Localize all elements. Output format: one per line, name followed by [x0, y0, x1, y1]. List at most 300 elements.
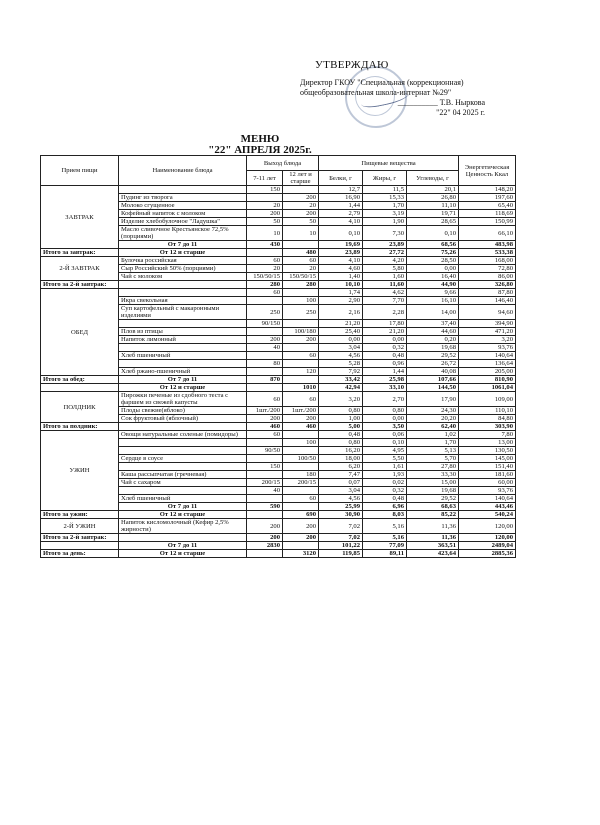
- energy-value: 540,24: [459, 511, 516, 519]
- fat-value: 4,20: [363, 257, 407, 265]
- output-12: 180: [283, 471, 319, 479]
- protein-value: 21,20: [319, 320, 363, 328]
- dish-name: Овощи натуральные соленые (помидоры): [119, 431, 247, 439]
- output-7-11: 200: [247, 519, 283, 534]
- menu-row: [41, 519, 516, 534]
- output-7-11: 1шт./200: [247, 407, 283, 415]
- output-12: 60: [283, 495, 319, 503]
- energy-value: 130,50: [459, 447, 516, 455]
- dish-name: [119, 447, 247, 455]
- energy-value: 326,80: [459, 281, 516, 289]
- protein-value: 25,40: [319, 328, 363, 336]
- dish-name: Булочка российская: [119, 257, 247, 265]
- output-12: 1010: [283, 384, 319, 392]
- energy-value: 471,20: [459, 328, 516, 336]
- energy-value: 109,00: [459, 392, 516, 407]
- output-7-11: 200: [247, 210, 283, 218]
- carbs-value: 1,70: [407, 439, 459, 447]
- total-age-label: От 7 до 11: [119, 542, 247, 550]
- carbs-value: 29,52: [407, 495, 459, 503]
- carbs-value: 62,40: [407, 423, 459, 431]
- dish-name: [119, 463, 247, 471]
- meal-label: ЗАВТРАК: [41, 186, 119, 249]
- dish-name: [119, 360, 247, 368]
- dish-name: [119, 344, 247, 352]
- energy-value: 120,00: [459, 534, 516, 542]
- output-12: 20: [283, 202, 319, 210]
- protein-value: 2,90: [319, 297, 363, 305]
- total-row: [41, 249, 516, 257]
- menu-table: [40, 155, 516, 558]
- total-label: [41, 384, 119, 392]
- protein-value: 0,80: [319, 439, 363, 447]
- carbs-value: 27,80: [407, 463, 459, 471]
- approval-line-2: общеобразовательная школа-интернат №29": [300, 88, 452, 97]
- output-12: 200: [283, 415, 319, 423]
- output-7-11: 80: [247, 360, 283, 368]
- output-7-11: 590: [247, 503, 283, 511]
- fat-value: 0,48: [363, 495, 407, 503]
- output-12: [283, 447, 319, 455]
- carbs-value: 68,63: [407, 503, 459, 511]
- total-age-label: От 12 и старше: [119, 249, 247, 257]
- energy-value: 66,10: [459, 226, 516, 241]
- total-row: [41, 550, 516, 558]
- header-fat: Жиры, г: [363, 171, 407, 186]
- carbs-value: 16,10: [407, 297, 459, 305]
- output-12: 100/180: [283, 328, 319, 336]
- output-12: [283, 376, 319, 384]
- protein-value: 1,00: [319, 415, 363, 423]
- energy-value: 810,90: [459, 376, 516, 384]
- protein-value: 119,85: [319, 550, 363, 558]
- output-7-11: [247, 495, 283, 503]
- menu-row: [41, 186, 516, 194]
- total-row: [41, 423, 516, 431]
- fat-value: 0,02: [363, 479, 407, 487]
- output-12: 200: [283, 336, 319, 344]
- fat-value: 1,70: [363, 202, 407, 210]
- dish-name: Напиток кисломолочный (Кефир 2,5% жирности): [119, 519, 247, 534]
- header-age-12: 12 лет и старше: [283, 171, 319, 186]
- output-7-11: 20: [247, 202, 283, 210]
- output-7-11: [247, 368, 283, 376]
- output-7-11: [247, 455, 283, 463]
- dish-name: Напиток лимонный: [119, 336, 247, 344]
- output-12: 20: [283, 265, 319, 273]
- dish-name: [119, 439, 247, 447]
- menu-row: [41, 289, 516, 297]
- protein-value: 4,10: [319, 257, 363, 265]
- dish-name: Плов из птицы: [119, 328, 247, 336]
- output-7-11: [247, 249, 283, 257]
- carbs-value: 26,72: [407, 360, 459, 368]
- dish-name: Каша рассыпчатая (гречневая): [119, 471, 247, 479]
- protein-value: 3,20: [319, 392, 363, 407]
- fat-value: 89,11: [363, 550, 407, 558]
- protein-value: 23,89: [319, 249, 363, 257]
- fat-value: 1,61: [363, 463, 407, 471]
- meal-label: ПОЛДНИК: [41, 392, 119, 423]
- fat-value: 5,50: [363, 455, 407, 463]
- output-12: [283, 431, 319, 439]
- energy-value: 443,46: [459, 503, 516, 511]
- energy-value: 483,98: [459, 241, 516, 249]
- output-12: 100: [283, 439, 319, 447]
- dish-name: [119, 186, 247, 194]
- carbs-value: 33,30: [407, 471, 459, 479]
- protein-value: 12,7: [319, 186, 363, 194]
- carbs-value: 75,26: [407, 249, 459, 257]
- output-7-11: 90/50: [247, 447, 283, 455]
- total-age-label: От 12 и старше: [119, 384, 247, 392]
- fat-value: 17,80: [363, 320, 407, 328]
- output-12: [283, 542, 319, 550]
- carbs-value: 11,36: [407, 519, 459, 534]
- energy-value: 110,10: [459, 407, 516, 415]
- header-protein: Белки, г: [319, 171, 363, 186]
- output-7-11: 150: [247, 186, 283, 194]
- carbs-value: 40,08: [407, 368, 459, 376]
- output-12: [283, 186, 319, 194]
- energy-value: 181,60: [459, 471, 516, 479]
- menu-row: [41, 392, 516, 407]
- meal-label: 2-Й ЗАВТРАК: [41, 257, 119, 281]
- output-7-11: [247, 511, 283, 519]
- carbs-value: 11,36: [407, 534, 459, 542]
- fat-value: 0,80: [363, 407, 407, 415]
- approval-date: "22" 04 2025 г.: [436, 108, 485, 117]
- header-meal: Прием пищи: [41, 156, 119, 186]
- dish-name: Кофейный напиток с молоком: [119, 210, 247, 218]
- fat-value: 2,28: [363, 305, 407, 320]
- protein-value: 16,90: [319, 194, 363, 202]
- output-7-11: [247, 297, 283, 305]
- output-7-11: 10: [247, 226, 283, 241]
- total-age-label: От 7 до 11: [119, 241, 247, 249]
- header-age-7-11: 7-11 лет: [247, 171, 283, 186]
- protein-value: 1,44: [319, 202, 363, 210]
- total-label: Итого за обед:: [41, 376, 119, 384]
- dish-name: Чай с сахаром: [119, 479, 247, 487]
- output-7-11: 870: [247, 376, 283, 384]
- protein-value: 4,56: [319, 495, 363, 503]
- dish-name: Плоды свежие(яблоко): [119, 407, 247, 415]
- total-label: Итого за 2-й завтрак:: [41, 534, 119, 542]
- total-label: [41, 542, 119, 550]
- carbs-value: 11,10: [407, 202, 459, 210]
- total-age-label: От 12 и старше: [119, 550, 247, 558]
- dish-name: Хлеб ржано-пшеничный: [119, 368, 247, 376]
- output-12: 60: [283, 257, 319, 265]
- energy-value: 140,64: [459, 352, 516, 360]
- fat-value: 0,96: [363, 360, 407, 368]
- protein-value: 1,40: [319, 273, 363, 281]
- fat-value: 25,98: [363, 376, 407, 384]
- fat-value: 7,70: [363, 297, 407, 305]
- energy-value: 205,00: [459, 368, 516, 376]
- energy-value: 93,76: [459, 344, 516, 352]
- total-age-label: [119, 534, 247, 542]
- meal-label: ОБЕД: [41, 289, 119, 376]
- energy-value: 150,99: [459, 218, 516, 226]
- output-7-11: 200: [247, 534, 283, 542]
- energy-value: 151,40: [459, 463, 516, 471]
- carbs-value: 68,56: [407, 241, 459, 249]
- total-row: [41, 384, 516, 392]
- carbs-value: 24,30: [407, 407, 459, 415]
- energy-value: 84,80: [459, 415, 516, 423]
- output-12: 50: [283, 218, 319, 226]
- output-12: 250: [283, 305, 319, 320]
- output-7-11: 250: [247, 305, 283, 320]
- total-row: [41, 534, 516, 542]
- carbs-value: 44,90: [407, 281, 459, 289]
- energy-value: 1061,04: [459, 384, 516, 392]
- output-7-11: 2830: [247, 542, 283, 550]
- carbs-value: 14,00: [407, 305, 459, 320]
- fat-value: 0,00: [363, 415, 407, 423]
- approval-block: [300, 60, 500, 118]
- carbs-value: 20,20: [407, 415, 459, 423]
- approval-line-3: __________ Т.В. Ныркова: [397, 98, 485, 107]
- document-date: "22" АПРЕЛЯ 2025г.: [208, 144, 312, 156]
- protein-value: 2,79: [319, 210, 363, 218]
- output-7-11: 280: [247, 281, 283, 289]
- output-12: 280: [283, 281, 319, 289]
- approval-line-1: Директор ГКОУ "Специальная (коррекционная): [300, 78, 464, 87]
- protein-value: 4,56: [319, 352, 363, 360]
- carbs-value: 19,71: [407, 210, 459, 218]
- fat-value: 0,06: [363, 431, 407, 439]
- protein-value: 19,69: [319, 241, 363, 249]
- carbs-value: 423,64: [407, 550, 459, 558]
- output-12: 100: [283, 297, 319, 305]
- output-12: 120: [283, 368, 319, 376]
- total-label: Итого за день:: [41, 550, 119, 558]
- output-12: 60: [283, 352, 319, 360]
- protein-value: 0,07: [319, 479, 363, 487]
- fat-value: 21,20: [363, 328, 407, 336]
- protein-value: 30,90: [319, 511, 363, 519]
- energy-value: 303,90: [459, 423, 516, 431]
- carbs-value: 28,65: [407, 218, 459, 226]
- total-label: Итого за полдник:: [41, 423, 119, 431]
- output-12: 3120: [283, 550, 319, 558]
- fat-value: 23,89: [363, 241, 407, 249]
- carbs-value: 19,68: [407, 487, 459, 495]
- dish-name: Пудинг из творога: [119, 194, 247, 202]
- protein-value: 3,04: [319, 487, 363, 495]
- carbs-value: 107,66: [407, 376, 459, 384]
- fat-value: 1,93: [363, 471, 407, 479]
- output-7-11: 60: [247, 289, 283, 297]
- total-label: Итого за ужин:: [41, 511, 119, 519]
- output-7-11: 150: [247, 463, 283, 471]
- carbs-value: 0,10: [407, 226, 459, 241]
- output-7-11: 50: [247, 218, 283, 226]
- dish-name: Сыр Российский 50% (порциями): [119, 265, 247, 273]
- carbs-value: 44,60: [407, 328, 459, 336]
- total-age-label: [119, 281, 247, 289]
- protein-value: 5,00: [319, 423, 363, 431]
- energy-value: 533,38: [459, 249, 516, 257]
- fat-value: 11,5: [363, 186, 407, 194]
- energy-value: 394,90: [459, 320, 516, 328]
- dish-name: [119, 289, 247, 297]
- output-7-11: 60: [247, 431, 283, 439]
- carbs-value: 28,50: [407, 257, 459, 265]
- output-12: 200/15: [283, 479, 319, 487]
- carbs-value: 85,22: [407, 511, 459, 519]
- dish-name: [119, 320, 247, 328]
- carbs-value: 26,80: [407, 194, 459, 202]
- energy-value: 86,00: [459, 273, 516, 281]
- fat-value: 6,96: [363, 503, 407, 511]
- header-nutrients: Пищевые вещества: [319, 156, 459, 171]
- energy-value: 146,40: [459, 297, 516, 305]
- output-7-11: 150/50/15: [247, 273, 283, 281]
- output-12: 200: [283, 210, 319, 218]
- dish-name: [119, 487, 247, 495]
- energy-value: 120,00: [459, 519, 516, 534]
- fat-value: 33,10: [363, 384, 407, 392]
- output-12: [283, 487, 319, 495]
- energy-value: 148,20: [459, 186, 516, 194]
- energy-value: 93,76: [459, 487, 516, 495]
- fat-value: 0,48: [363, 352, 407, 360]
- output-7-11: 430: [247, 241, 283, 249]
- energy-value: 7,80: [459, 431, 516, 439]
- protein-value: 1,74: [319, 289, 363, 297]
- fat-value: 2,70: [363, 392, 407, 407]
- energy-value: 136,64: [459, 360, 516, 368]
- output-12: [283, 344, 319, 352]
- energy-value: 87,80: [459, 289, 516, 297]
- protein-value: 18,00: [319, 455, 363, 463]
- protein-value: 7,02: [319, 519, 363, 534]
- output-7-11: 60: [247, 392, 283, 407]
- fat-value: 3,19: [363, 210, 407, 218]
- output-12: 60: [283, 392, 319, 407]
- menu-row: [41, 431, 516, 439]
- header-carbs: Углеводы, г: [407, 171, 459, 186]
- carbs-value: 363,51: [407, 542, 459, 550]
- protein-value: 0,10: [319, 226, 363, 241]
- output-12: [283, 503, 319, 511]
- carbs-value: 1,02: [407, 431, 459, 439]
- total-age-label: От 12 и старше: [119, 511, 247, 519]
- meal-label: 2-Й УЖИН: [41, 519, 119, 534]
- header-dish: Наименование блюда: [119, 156, 247, 186]
- total-age-label: От 7 до 11: [119, 376, 247, 384]
- header-output: Выход блюда: [247, 156, 319, 171]
- carbs-value: 5,13: [407, 447, 459, 455]
- protein-value: 5,28: [319, 360, 363, 368]
- output-12: 100/50: [283, 455, 319, 463]
- dish-name: Икра свекольная: [119, 297, 247, 305]
- fat-value: 5,16: [363, 519, 407, 534]
- carbs-value: 37,40: [407, 320, 459, 328]
- approval-heading: УТВЕРЖДАЮ: [315, 59, 389, 71]
- energy-value: 13,00: [459, 439, 516, 447]
- carbs-value: 5,70: [407, 455, 459, 463]
- protein-value: 7,02: [319, 534, 363, 542]
- protein-value: 10,10: [319, 281, 363, 289]
- output-12: [283, 463, 319, 471]
- protein-value: 25,99: [319, 503, 363, 511]
- carbs-value: 16,40: [407, 273, 459, 281]
- fat-value: 3,50: [363, 423, 407, 431]
- total-row: [41, 376, 516, 384]
- total-age-label: От 7 до 11: [119, 503, 247, 511]
- total-row: [41, 281, 516, 289]
- output-12: 200: [283, 534, 319, 542]
- protein-value: 16,20: [319, 447, 363, 455]
- fat-value: 4,95: [363, 447, 407, 455]
- protein-value: 0,48: [319, 431, 363, 439]
- output-7-11: 60: [247, 257, 283, 265]
- fat-value: 15,33: [363, 194, 407, 202]
- output-7-11: 200/15: [247, 479, 283, 487]
- total-age-label: [119, 423, 247, 431]
- output-7-11: [247, 439, 283, 447]
- fat-value: 0,32: [363, 487, 407, 495]
- dish-name: Изделие хлебобулочное "Ладушка": [119, 218, 247, 226]
- output-12: [283, 289, 319, 297]
- output-7-11: 40: [247, 344, 283, 352]
- output-7-11: 460: [247, 423, 283, 431]
- fat-value: 5,16: [363, 534, 407, 542]
- fat-value: 7,30: [363, 226, 407, 241]
- fat-value: 0,00: [363, 336, 407, 344]
- output-12: 200: [283, 519, 319, 534]
- meal-label: УЖИН: [41, 431, 119, 511]
- energy-value: 2885,36: [459, 550, 516, 558]
- protein-value: 7,92: [319, 368, 363, 376]
- energy-value: 3,20: [459, 336, 516, 344]
- fat-value: 8,03: [363, 511, 407, 519]
- output-7-11: [247, 471, 283, 479]
- protein-value: 3,04: [319, 344, 363, 352]
- energy-value: 65,40: [459, 202, 516, 210]
- fat-value: 11,60: [363, 281, 407, 289]
- protein-value: 6,20: [319, 463, 363, 471]
- output-12: 460: [283, 423, 319, 431]
- energy-value: 145,00: [459, 455, 516, 463]
- fat-value: 27,72: [363, 249, 407, 257]
- dish-name: Сок фруктовый (яблочный): [119, 415, 247, 423]
- fat-value: 1,60: [363, 273, 407, 281]
- protein-value: 33,42: [319, 376, 363, 384]
- protein-value: 0,80: [319, 407, 363, 415]
- carbs-value: 0,20: [407, 336, 459, 344]
- fat-value: 1,90: [363, 218, 407, 226]
- output-12: [283, 241, 319, 249]
- carbs-value: 17,90: [407, 392, 459, 407]
- carbs-value: 20,1: [407, 186, 459, 194]
- output-7-11: [247, 352, 283, 360]
- protein-value: 7,47: [319, 471, 363, 479]
- energy-value: 2489,04: [459, 542, 516, 550]
- dish-name: Чай с молоком: [119, 273, 247, 281]
- output-7-11: 20: [247, 265, 283, 273]
- energy-value: 94,60: [459, 305, 516, 320]
- output-12: [283, 320, 319, 328]
- total-row: [41, 542, 516, 550]
- protein-value: 42,94: [319, 384, 363, 392]
- energy-value: 60,00: [459, 479, 516, 487]
